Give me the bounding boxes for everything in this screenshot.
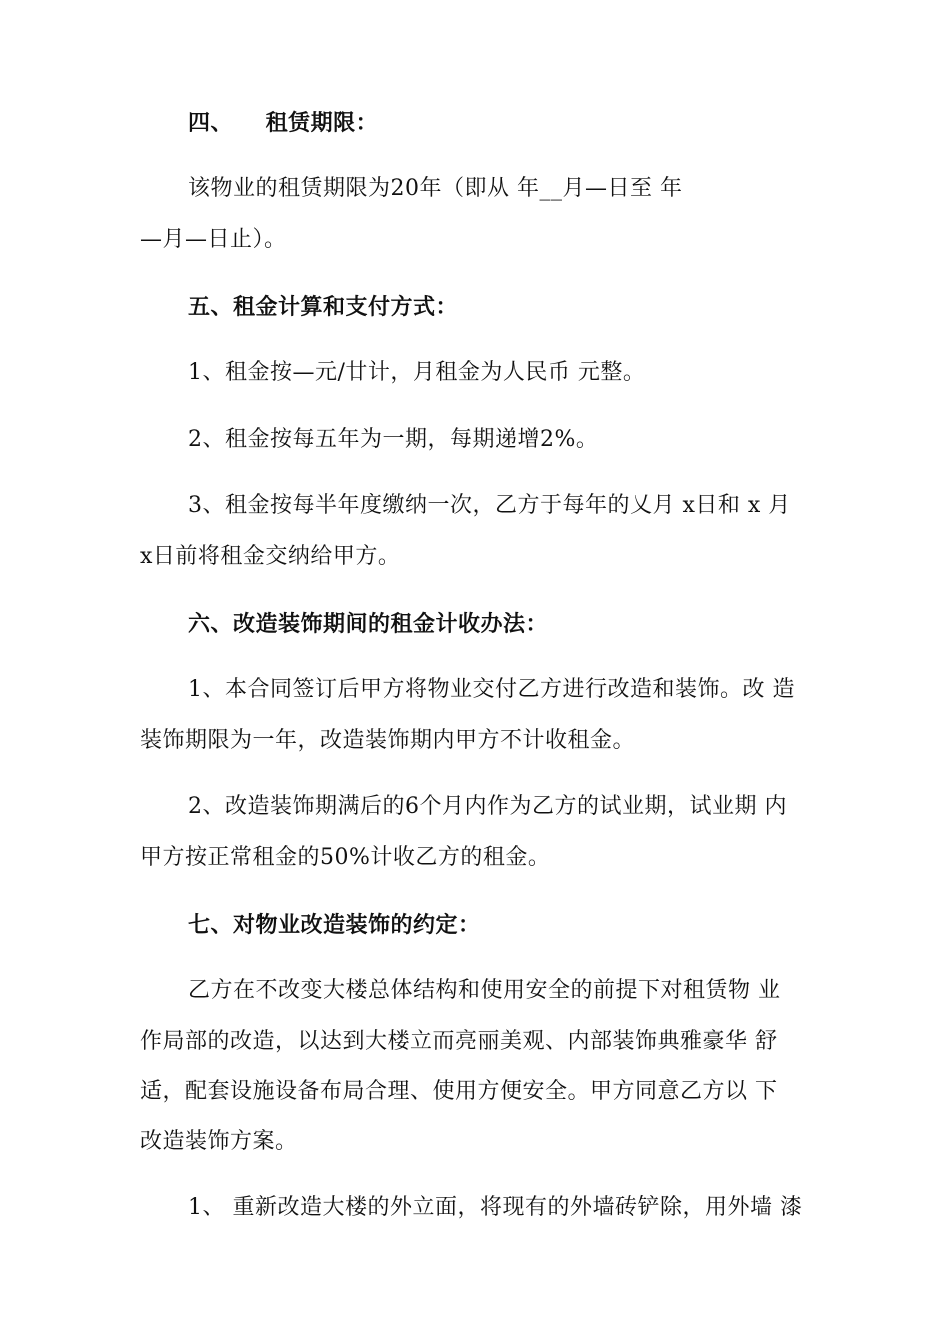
paragraph-line: 2、改造装饰期满后的6个月内作为乙方的试业期，试业期 内 bbox=[188, 794, 787, 819]
paragraph-line: 乙方在不改变大楼总体结构和使用安全的前提下对租赁物 业 bbox=[188, 978, 781, 1003]
paragraph-line: 1、本合同签订后甲方将物业交付乙方进行改造和装饰。改 造 bbox=[188, 677, 795, 702]
paragraph-line: 2、租金按每五年为一期，每期递增2%。 bbox=[188, 427, 599, 452]
paragraph-line: 1、租金按—元/廿计，月租金为人民币 元整。 bbox=[188, 360, 646, 385]
paragraph-line: 适，配套设施设备布局合理、使用方便安全。甲方同意乙方以 下 bbox=[140, 1079, 778, 1104]
paragraph-line: 该物业的租赁期限为20年（即从 年__月—日至 年 bbox=[188, 176, 683, 201]
paragraph-line: —月—日止）。 bbox=[140, 227, 287, 252]
paragraph-line: 作局部的改造，以达到大楼立而亮丽美观、内部装饰典雅豪华 舒 bbox=[140, 1029, 778, 1054]
paragraph-line: 1、 重新改造大楼的外立面，将现有的外墙砖铲除，用外墙 漆 bbox=[188, 1195, 803, 1220]
section-heading-renovation-rent: 六、改造装饰期间的租金计收办法： bbox=[188, 611, 549, 637]
paragraph-line: 甲方按正常租金的50%计收乙方的租金。 bbox=[140, 845, 551, 870]
paragraph-line: 3、租金按每半年度缴纳一次，乙方于每年的乂月 x日和 x 月 bbox=[188, 493, 791, 518]
paragraph-line: 改造装饰方案。 bbox=[140, 1129, 298, 1154]
paragraph-line: x日前将租金交纳给甲方。 bbox=[140, 544, 401, 569]
section-heading-rent-payment: 五、租金计算和支付方式： bbox=[188, 294, 459, 320]
section-heading-renovation-agreement: 七、对物业改造装饰的约定： bbox=[188, 912, 481, 938]
section-heading-lease-term: 四、 租赁期限： bbox=[188, 110, 379, 136]
paragraph-line: 装饰期限为一年，改造装饰期内甲方不计收租金。 bbox=[140, 728, 636, 753]
